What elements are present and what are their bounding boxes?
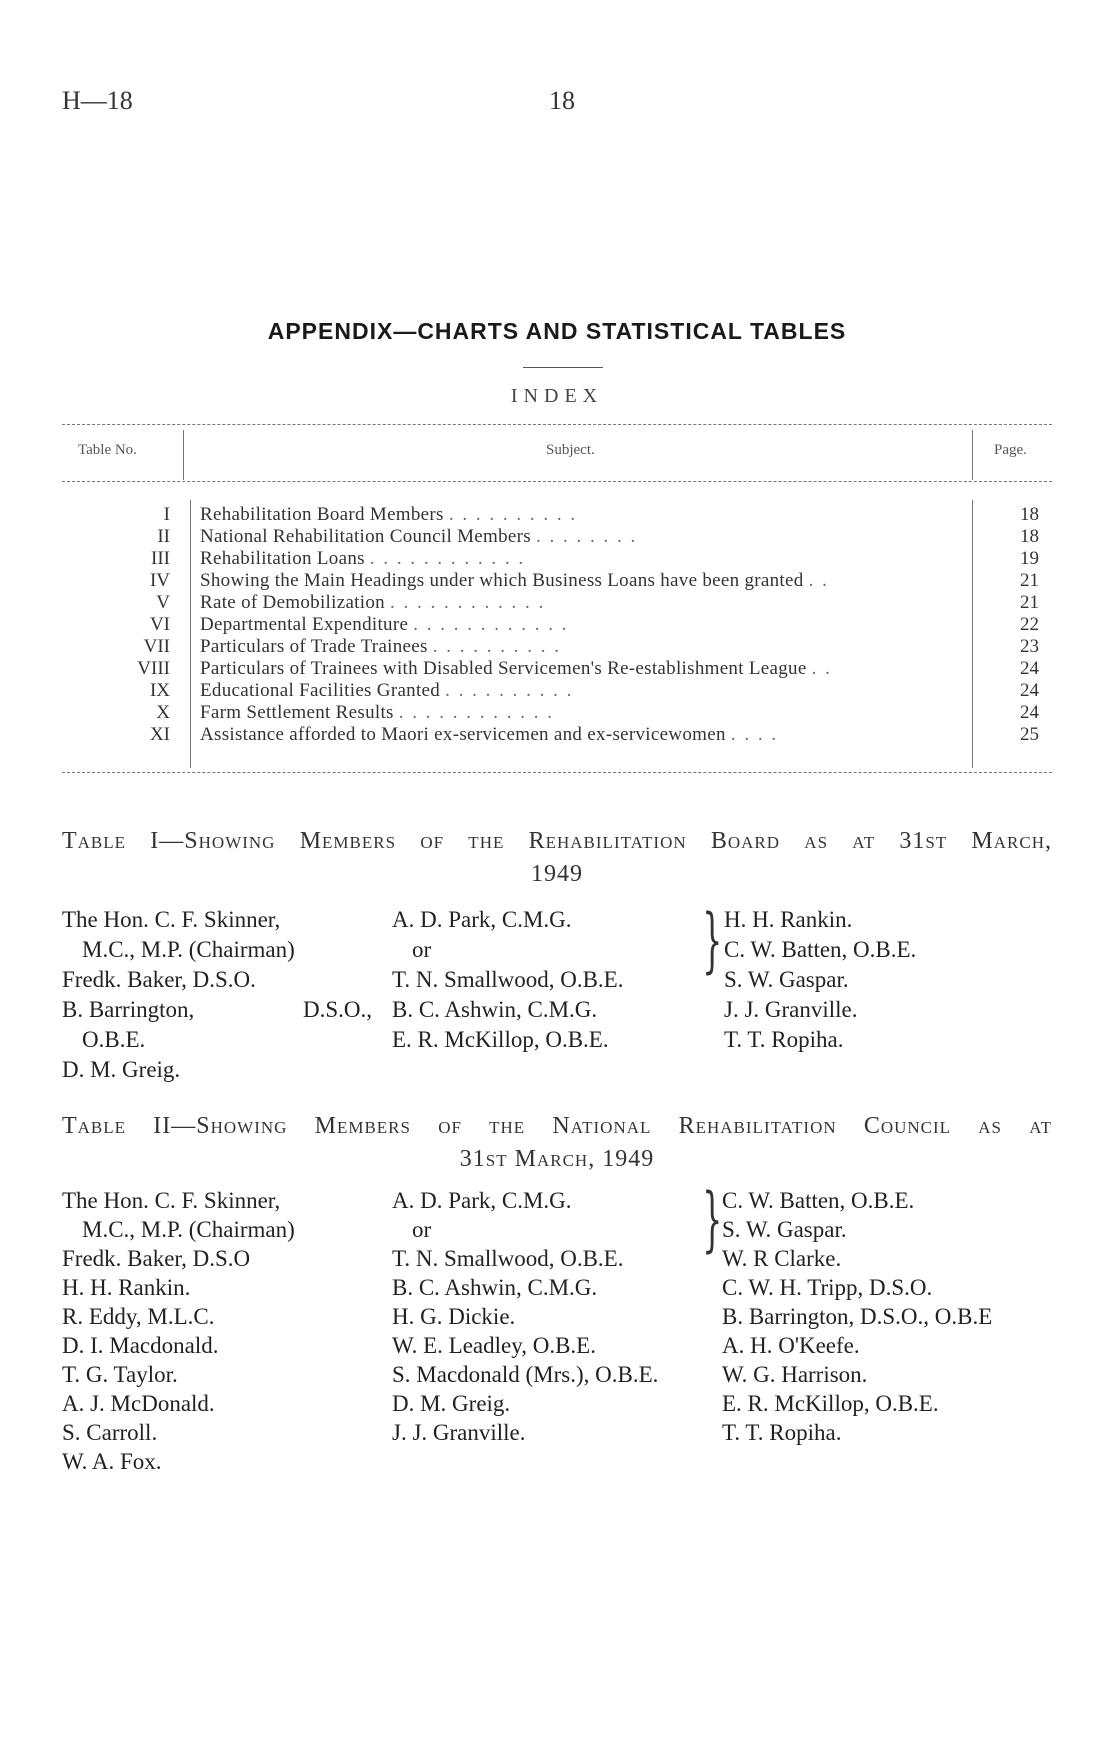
member-name: T. G. Taylor. <box>62 1362 178 1387</box>
member-name: S. Carroll. <box>62 1420 158 1445</box>
index-table-no: IX <box>149 680 170 701</box>
index-page: 19 <box>1020 548 1039 569</box>
member-name: The Hon. C. F. Skinner, <box>62 907 281 932</box>
member-name: D. M. Greig. <box>392 1391 511 1416</box>
index-row <box>62 526 1052 546</box>
alternate-label: or <box>412 1217 432 1242</box>
member-name: D. I. Macdonald. <box>62 1333 219 1358</box>
index-col-subject: Subject. <box>546 442 595 458</box>
index-page: 22 <box>1020 614 1039 635</box>
index-table-no: XI <box>149 724 170 745</box>
index-table-no: III <box>151 548 170 569</box>
table2-title: Table II—Showing Members of the National Rehabilitation Council as at 31st March, 1949 <box>62 1113 1052 1172</box>
index-subject: Assistance afforded to Maori ex-servicemen and ex-servicewomen . . . . <box>200 724 779 745</box>
member-name: E. R. McKillop, O.B.E. <box>392 1027 609 1052</box>
member-name: T. T. Ropiha. <box>722 1420 842 1445</box>
index-page: 24 <box>1020 702 1039 723</box>
table1-title: Table I—Showing Members of the Rehabilitation Board as at 31st March, 1949 <box>62 828 1052 887</box>
index-table-no: I <box>163 504 170 525</box>
index-subject: Particulars of Trainees with Disabled Servicemen's Re-establishment League . . <box>200 658 832 679</box>
index-table-no: VII <box>143 636 170 657</box>
member-name: S. W. Gaspar. <box>724 967 849 992</box>
member-name: R. Eddy, M.L.C. <box>62 1304 215 1329</box>
index-row <box>62 548 1052 568</box>
page-reference: H—18 <box>62 86 133 115</box>
member-name: W. A. Fox. <box>62 1449 162 1474</box>
index-row <box>62 592 1052 612</box>
index-col-divider <box>972 430 973 480</box>
index-subject: Rehabilitation Loans . . . . . . . . . . . . <box>200 548 526 569</box>
member-name: E. R. McKillop, O.B.E. <box>722 1391 939 1416</box>
member-name: A. D. Park, C.M.G. <box>392 1188 572 1213</box>
member-name: H. G. Dickie. <box>392 1304 516 1329</box>
title-divider <box>523 367 603 368</box>
member-name: O.B.E. <box>82 1027 146 1052</box>
index-table-no: IV <box>149 570 170 591</box>
table1-col2 <box>392 905 623 1055</box>
index-subject: Educational Facilities Granted . . . . . . . . . . <box>200 680 574 701</box>
member-name: M.C., M.P. (Chairman) <box>82 1217 295 1242</box>
member-name: A. D. Park, C.M.G. <box>392 907 572 932</box>
member-name: C. W. Batten, O.B.E. <box>722 1188 915 1213</box>
index-row <box>62 680 1052 700</box>
index-header-rule <box>62 481 1052 482</box>
index-page: 21 <box>1020 570 1039 591</box>
appendix-title: APPENDIX—CHARTS AND STATISTICAL TABLES <box>267 318 847 344</box>
grouping-brace: } <box>702 899 723 981</box>
member-name: T. N. Smallwood, O.B.E. <box>392 1246 624 1271</box>
table2-col2 <box>392 1186 658 1447</box>
index-row <box>62 702 1052 722</box>
index-row <box>62 614 1052 634</box>
member-name: T. T. Ropiha. <box>724 1027 844 1052</box>
member-name: Fredk. Baker, D.S.O <box>62 1246 251 1271</box>
index-subject: Departmental Expenditure . . . . . . . . . . . . <box>200 614 569 635</box>
member-name: W. E. Leadley, O.B.E. <box>392 1333 596 1358</box>
index-page: 24 <box>1020 680 1039 701</box>
index-row <box>62 636 1052 656</box>
member-name: B. Barrington, D.S.O., O.B.E <box>722 1304 993 1329</box>
index-page: 23 <box>1020 636 1039 657</box>
member-name: B. C. Ashwin, C.M.G. <box>392 1275 598 1300</box>
index-table-no: II <box>157 526 170 547</box>
member-name: B. Barrington, D.S.O., <box>62 997 372 1022</box>
member-name: M.C., M.P. (Chairman) <box>82 937 295 962</box>
index-row <box>62 658 1052 678</box>
index-page: 18 <box>1020 504 1039 525</box>
index-subject: National Rehabilitation Council Members . . . . . . . . <box>200 526 638 547</box>
index-page: 24 <box>1020 658 1039 679</box>
index-heading: INDEX <box>510 385 604 407</box>
table1-col1 <box>62 905 372 1085</box>
member-name: J. J. Granville. <box>392 1420 526 1445</box>
member-name: H. H. Rankin. <box>62 1275 191 1300</box>
index-subject: Showing the Main Headings under which Business Loans have been granted . . <box>200 570 829 591</box>
table1-col3 <box>724 905 916 1055</box>
index-col-page: Page. <box>994 442 1027 458</box>
page-number: 18 <box>549 86 575 115</box>
index-col-divider <box>183 430 184 480</box>
index-subject: Rate of Demobilization . . . . . . . . . . . . <box>200 592 546 613</box>
member-name: J. J. Granville. <box>724 997 858 1022</box>
member-name: T. N. Smallwood, O.B.E. <box>392 967 624 992</box>
index-col-table-no: Table No. <box>78 442 137 458</box>
index-row <box>62 724 1052 744</box>
index-page: 25 <box>1020 724 1039 745</box>
index-page: 21 <box>1020 592 1039 613</box>
member-name: S. W. Gaspar. <box>722 1217 847 1242</box>
index-table-no: V <box>156 592 170 613</box>
index-subject: Particulars of Trade Trainees . . . . . . . . . . <box>200 636 562 657</box>
member-name: S. Macdonald (Mrs.), O.B.E. <box>392 1362 659 1387</box>
index-subject: Rehabilitation Board Members . . . . . . . . . . <box>200 504 578 525</box>
index-subject: Farm Settlement Results . . . . . . . . . . . . <box>200 702 555 723</box>
member-name: A. H. O'Keefe. <box>722 1333 860 1358</box>
index-table-no: VI <box>149 614 170 635</box>
alternate-label: or <box>412 937 432 962</box>
index-row <box>62 504 1052 524</box>
member-name: H. H. Rankin. <box>724 907 853 932</box>
member-name: W. G. Harrison. <box>722 1362 868 1387</box>
index-table-no: VIII <box>137 658 170 679</box>
member-name: C. W. H. Tripp, D.S.O. <box>722 1275 933 1300</box>
member-name: A. J. McDonald. <box>62 1391 215 1416</box>
member-name: W. R Clarke. <box>722 1246 842 1271</box>
member-name: C. W. Batten, O.B.E. <box>724 937 917 962</box>
index-row <box>62 570 1052 590</box>
index-top-rule <box>62 424 1052 425</box>
table2-col1 <box>62 1186 295 1476</box>
member-name: The Hon. C. F. Skinner, <box>62 1188 281 1213</box>
grouping-brace: } <box>702 1178 723 1260</box>
index-table-no: X <box>156 702 170 723</box>
member-name: Fredk. Baker, D.S.O. <box>62 967 256 992</box>
index-page: 18 <box>1020 526 1039 547</box>
member-name: D. M. Greig. <box>62 1057 181 1082</box>
index-bottom-rule <box>62 772 1052 773</box>
member-name: B. C. Ashwin, C.M.G. <box>392 997 598 1022</box>
table2-col3 <box>722 1186 992 1447</box>
